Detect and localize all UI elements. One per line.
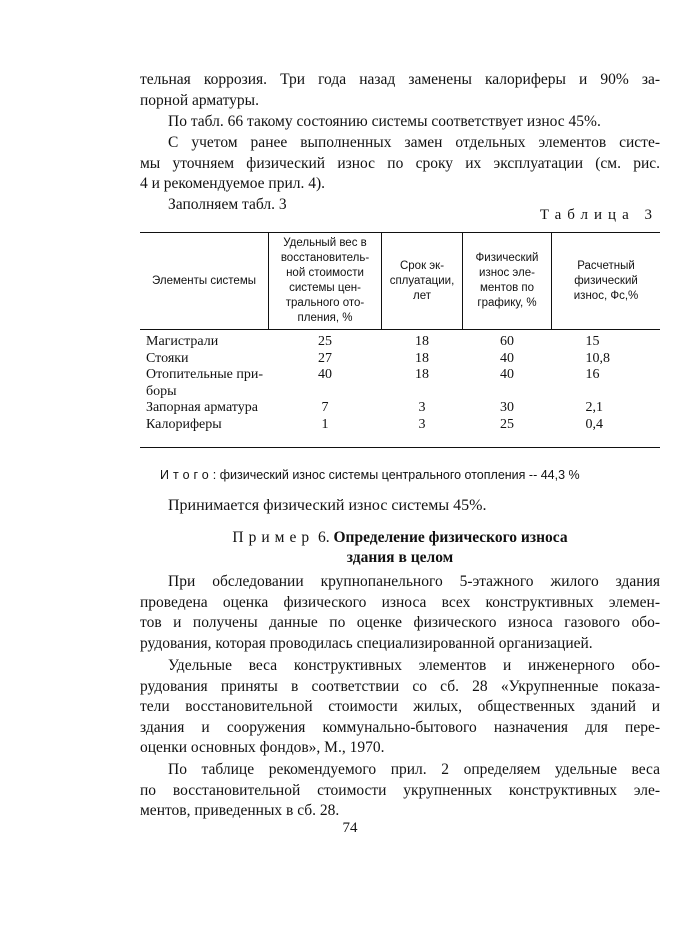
text-line: рудования приняты в соответствии со сб. 28 «Укрупненные показа- bbox=[140, 677, 660, 695]
text-line: рудования, которая проводилась специализированной организацией. bbox=[140, 634, 593, 652]
cell-name: Отопительные при-боры bbox=[146, 367, 263, 399]
table-header-row bbox=[140, 233, 660, 330]
paragraph-fill-table: Заполняем табл. 3 bbox=[168, 196, 287, 213]
header-term: Срок эк-сплуатации, лет bbox=[382, 233, 463, 330]
cell-term: 3 bbox=[382, 417, 463, 448]
table-total bbox=[160, 468, 580, 482]
cell-calc: 16 bbox=[585, 367, 600, 382]
text-line: оценки основных фондов», М., 1970. bbox=[140, 739, 385, 756]
total-value: : физический износ системы центрального отопления -- 44,3 % bbox=[212, 468, 580, 482]
cell-term: 18 bbox=[415, 334, 429, 349]
cell-weight: 1 bbox=[269, 417, 382, 448]
text-line: здания и сооружения коммунально-бытового назначения для пере- bbox=[140, 718, 660, 736]
cell-weight: 27 bbox=[318, 350, 332, 366]
table-row bbox=[140, 330, 660, 351]
cell-graph: 40 bbox=[500, 367, 514, 382]
cell-graph: 25 bbox=[463, 417, 552, 448]
cell-weight: 7 bbox=[321, 400, 329, 415]
cell-term: 3 bbox=[418, 400, 426, 415]
paragraph-refine-wear bbox=[140, 133, 660, 195]
text-line: тели восстановительной стоимости жилых, общественных зданий и bbox=[140, 698, 660, 715]
text-line: ментов, приведенных в сб. 28. bbox=[140, 802, 340, 819]
cell-calc: 0,4 bbox=[552, 417, 661, 448]
cell-calc: 2,1 bbox=[585, 400, 603, 415]
total-label: Итого bbox=[160, 468, 213, 482]
cell-term: 18 bbox=[415, 350, 429, 366]
cell-name: Стояки bbox=[146, 350, 189, 366]
text-line: тельная коррозия. Три года назад заменены калориферы и 90% за- bbox=[140, 71, 660, 88]
cell-name: Калориферы bbox=[140, 417, 269, 448]
text-line: Удельные веса конструктивных элементов и инженерного обо- bbox=[168, 657, 660, 674]
paragraph-survey bbox=[140, 572, 660, 654]
cell-graph: 30 bbox=[500, 400, 514, 415]
table-row bbox=[140, 417, 660, 448]
cell-calc: 10,8 bbox=[585, 350, 610, 366]
header-weight: Удельный вес в восстановитель-ной стоимости системы цен-трального ото-пления, % bbox=[269, 233, 382, 330]
header-calc-wear: Расчетный физический износ, Фс,% bbox=[552, 233, 661, 330]
text-line: При обследовании крупнопанельного 5-этажного жилого здания bbox=[168, 573, 660, 590]
table-row bbox=[140, 367, 660, 400]
header-graph-wear: Физический износ эле-ментов по графику, % bbox=[463, 233, 552, 330]
example-heading bbox=[140, 528, 660, 568]
text-line: 4 и рекомендуемое прил. 4). bbox=[140, 175, 326, 192]
cell-calc: 15 bbox=[585, 334, 600, 349]
wear-table bbox=[140, 232, 660, 448]
example-title-line1: Определение физического износа bbox=[333, 529, 568, 546]
paragraph-table66: По табл. 66 такому состоянию системы соответствует износ 45%. bbox=[168, 113, 601, 130]
text-line: тов и получены данные по оценке физического износа газового обо- bbox=[140, 614, 660, 631]
header-elements: Элементы системы bbox=[140, 233, 269, 330]
cell-name: Запорная арматура bbox=[146, 400, 258, 415]
example-title-line2: здания в целом bbox=[346, 549, 454, 566]
cell-graph: 40 bbox=[500, 350, 514, 366]
example-number: 6. bbox=[317, 529, 330, 546]
table-caption: Таблица 3 bbox=[539, 207, 658, 223]
table-row bbox=[140, 351, 660, 368]
paragraph-weights bbox=[140, 656, 660, 759]
cell-weight: 25 bbox=[318, 334, 332, 349]
text-line: по восстановительной стоимости укрупненных конструктивных эле- bbox=[140, 781, 660, 799]
paragraph-appendix bbox=[140, 760, 660, 822]
paragraph-accepted: Принимается физический износ системы 45%. bbox=[168, 497, 487, 514]
cell-weight: 40 bbox=[318, 367, 332, 382]
cell-term: 18 bbox=[415, 367, 429, 382]
text-line: С учетом ранее выполненных замен отдельных элементов систе- bbox=[168, 134, 660, 151]
text-line: По таблице рекомендуемого прил. 2 определяем удельные веса bbox=[168, 761, 660, 778]
cell-name: Магистрали bbox=[146, 334, 219, 349]
text-line: порной арматуры. bbox=[140, 91, 259, 109]
page-number: 74 bbox=[342, 820, 358, 836]
paragraph-corrosion bbox=[140, 70, 660, 111]
text-line: мы уточняем физический износ по сроку их эксплуатации (см. рис. bbox=[140, 154, 660, 172]
cell-graph: 60 bbox=[500, 334, 514, 349]
table-row bbox=[140, 400, 660, 417]
example-label: Пример bbox=[232, 529, 315, 546]
text-line: проведена оценка физического износа всех конструктивных элемен- bbox=[140, 593, 660, 611]
